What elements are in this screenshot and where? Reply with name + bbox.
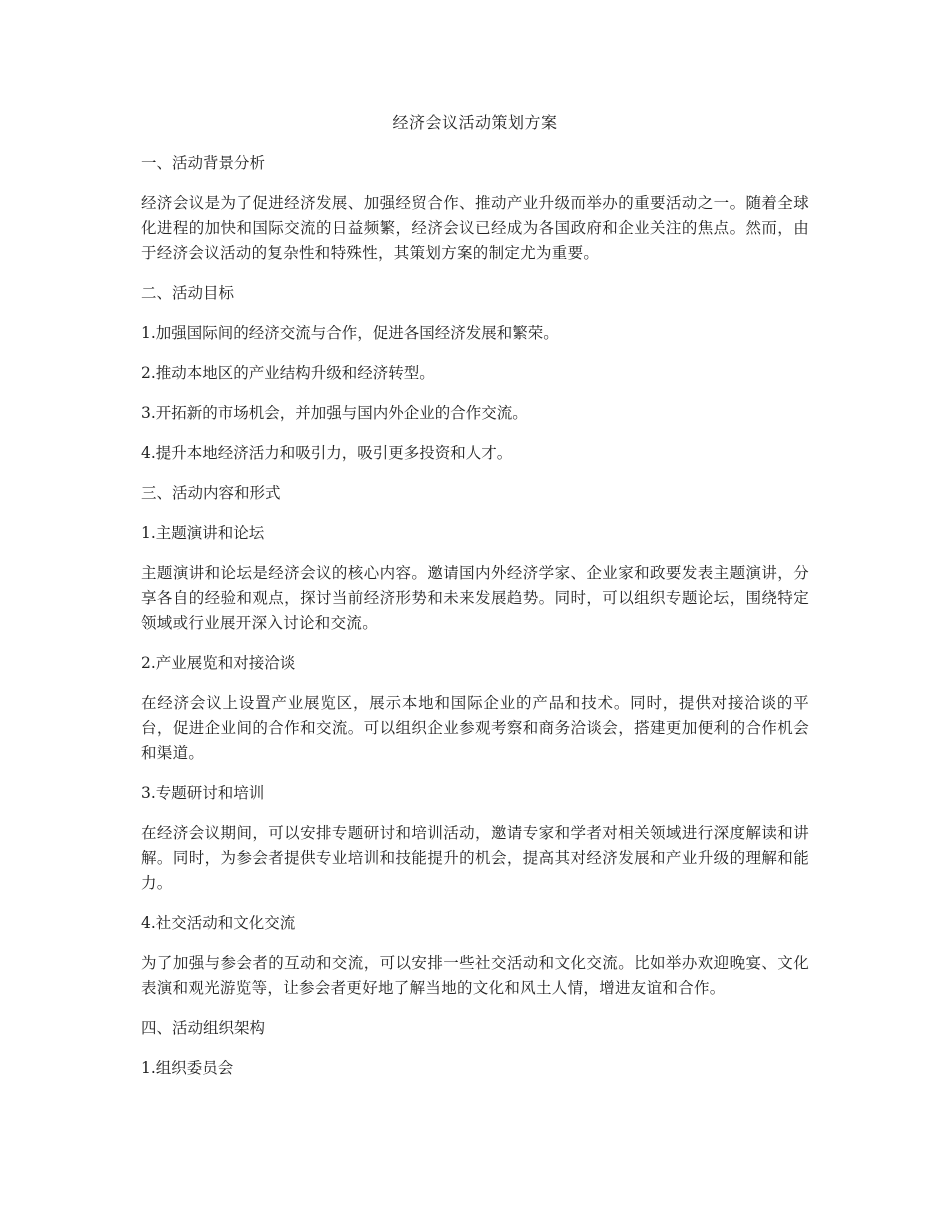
subsection-paragraph-seminar: 在经济会议期间，可以安排专题研讨和培训活动，邀请专家和学者对相关领域进行深度解读和讲解。同时，为参会者提供专业培训和技能提升的机会，提高其对经济发展和产业升级的理解和能力。	[141, 824, 809, 892]
section-heading-background: 一、活动背景分析	[141, 154, 266, 172]
goal-item: 3.开拓新的市场机会，并加强与国内外企业的合作交流。	[141, 404, 528, 422]
subsection-paragraph-keynote: 主题演讲和论坛是经济会议的核心内容。邀请国内外经济学家、企业家和政要发表主题演讲，分享各自的经验和观点，探讨当前经济形势和未来发展趋势。同时，可以组织专题论坛，围绕特定领域或行业展开深入讨论和交流。	[141, 564, 809, 632]
goal-item: 1.加强国际间的经济交流与合作，促进各国经济发展和繁荣。	[141, 324, 559, 342]
subsection-paragraph-social: 为了加强与参会者的互动和交流，可以安排一些社交活动和文化交流。比如举办欢迎晚宴、文化表演和观光游览等，让参会者更好地了解当地的文化和风土人情，增进友谊和合作。	[141, 954, 809, 997]
section-heading-organization: 四、活动组织架构	[141, 1019, 266, 1037]
subsection-heading-seminar: 3.专题研讨和培训	[141, 784, 265, 802]
section-heading-content: 三、活动内容和形式	[141, 484, 281, 502]
subsection-paragraph-exhibition: 在经济会议上设置产业展览区，展示本地和国际企业的产品和技术。同时，提供对接洽谈的平台，促进企业间的合作和交流。可以组织企业参观考察和商务洽谈会，搭建更加便利的合作机会和渠道。	[141, 694, 809, 762]
subsection-heading-keynote: 1.主题演讲和论坛	[141, 524, 265, 542]
section-heading-goals: 二、活动目标	[141, 284, 235, 302]
subsection-heading-exhibition: 2.产业展览和对接洽谈	[141, 654, 296, 672]
section-paragraph-background: 经济会议是为了促进经济发展、加强经贸合作、推动产业升级而举办的重要活动之一。随着全球化进程的加快和国际交流的日益频繁，经济会议已经成为各国政府和企业关注的焦点。然而，由于经济会议活动的复杂性和特殊性，其策划方案的制定尤为重要。	[141, 194, 809, 262]
goal-item: 4.提升本地经济活力和吸引力，吸引更多投资和人才。	[141, 444, 513, 462]
goal-item: 2.推动本地区的产业结构升级和经济转型。	[141, 364, 435, 382]
document-title: 经济会议活动策划方案	[392, 113, 558, 132]
document-body	[141, 110, 809, 1096]
subsection-heading-social: 4.社交活动和文化交流	[141, 914, 296, 932]
organization-item: 1.组织委员会	[141, 1059, 234, 1077]
